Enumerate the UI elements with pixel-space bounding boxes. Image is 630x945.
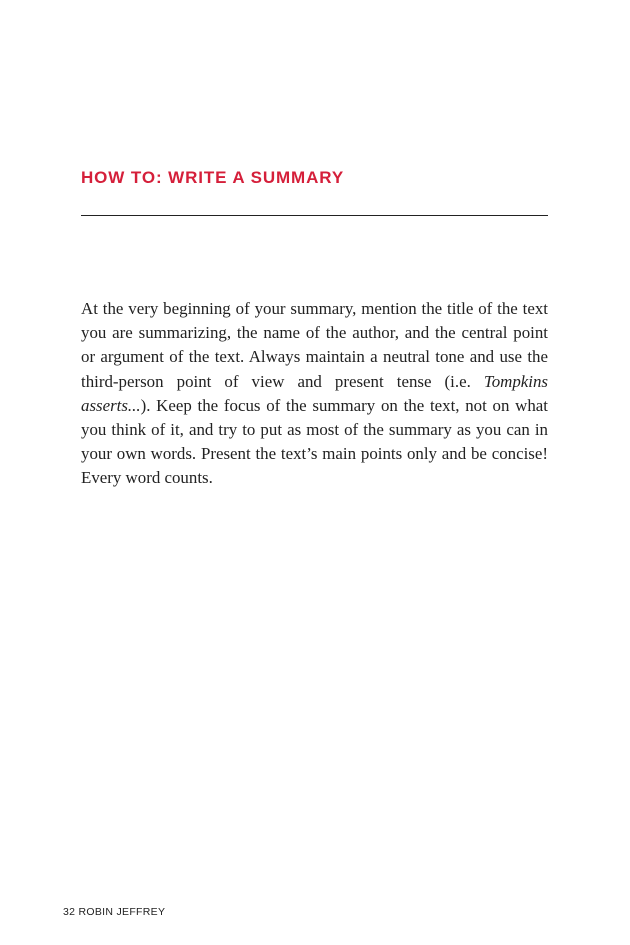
- page-footer: [63, 906, 165, 918]
- body-paragraph: [81, 297, 548, 491]
- heading-divider: [81, 215, 548, 216]
- running-footer-author: ROBIN JEFFREY: [78, 906, 166, 918]
- section-heading: HOW TO: WRITE A SUMMARY: [81, 168, 345, 187]
- body-text-part-2: ). Keep the focus of the summary on the text, not on what you think of it, and try to put as most of the summary as you can in your own words. Present the text’s main points only and be concise! Every word counts.: [81, 395, 548, 488]
- page-number: 32: [63, 906, 76, 918]
- body-text-part-1: At the very beginning of your summary, mention the title of the text you are summarizing, the name of the author, and the central point or argument of the text. Always maintain a neutral tone and use the third-person point of view and present tense (i.e.: [81, 299, 548, 391]
- example-phrase: Tompkins asserts...: [81, 371, 548, 415]
